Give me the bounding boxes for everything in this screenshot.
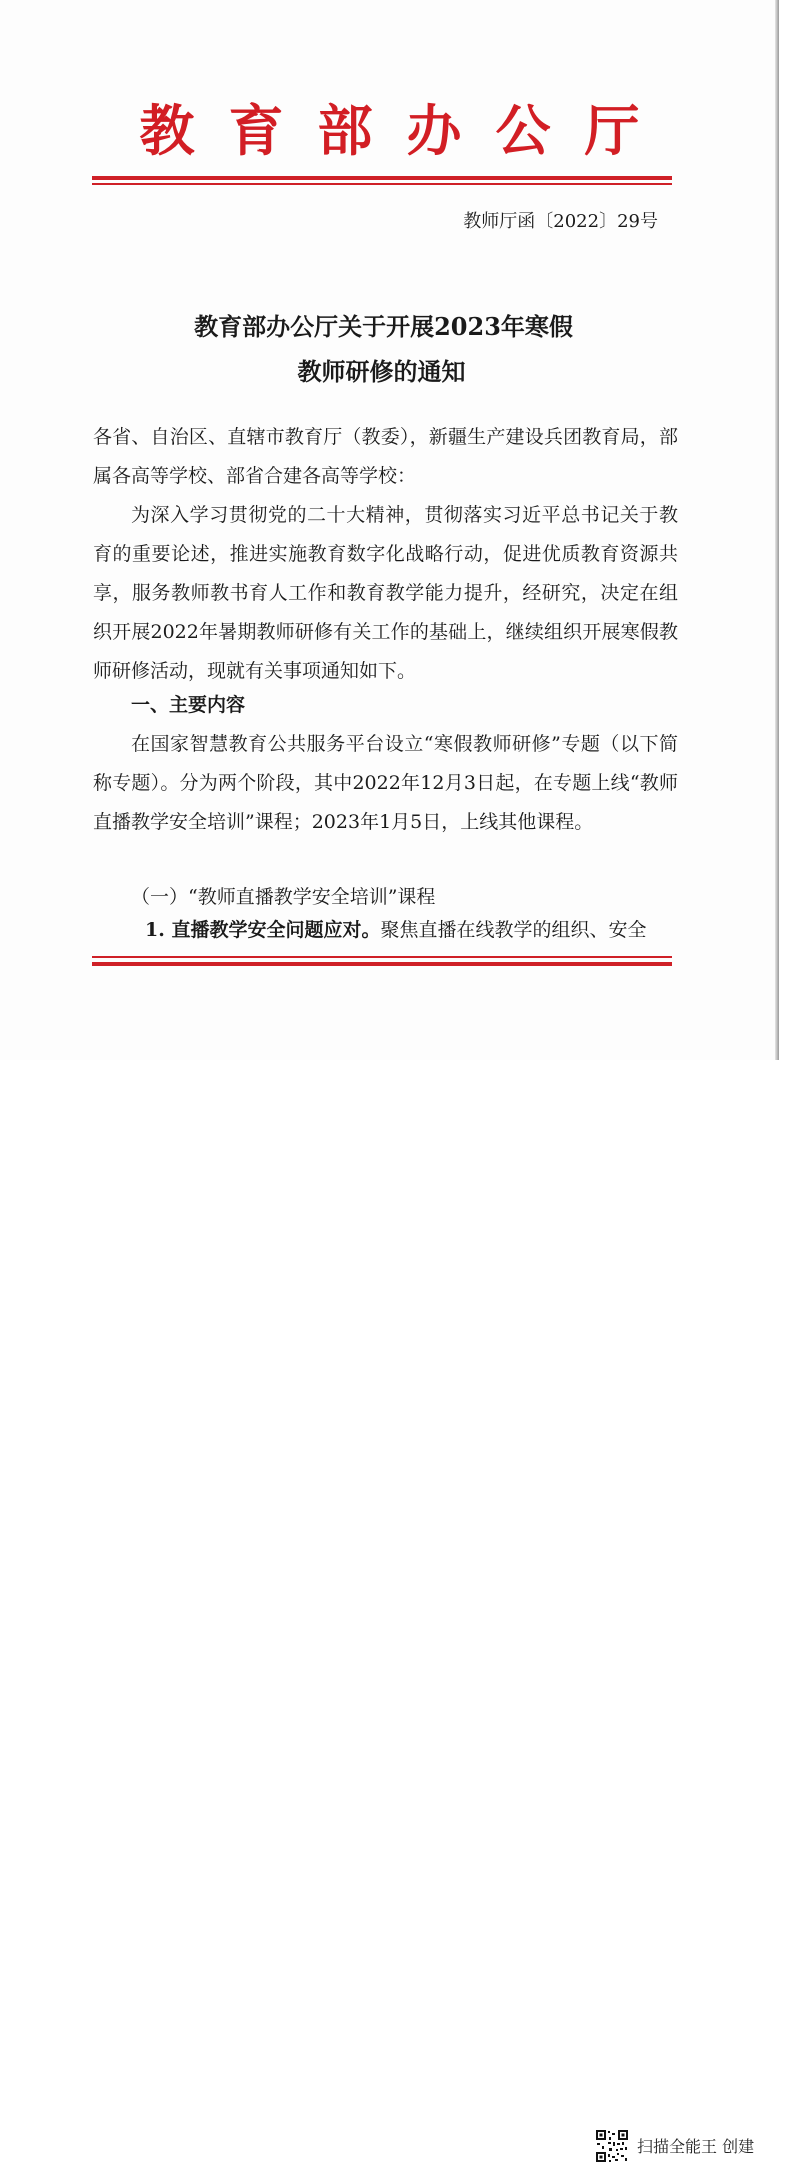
document-page bbox=[0, 0, 779, 1060]
notice-title-line1: 教育部办公厅关于开展2023年寒假 bbox=[194, 312, 573, 341]
list-item-lead: 1. 直播教学安全问题应对。 bbox=[145, 919, 381, 941]
letterhead-title: 教育部办公厅 bbox=[139, 98, 674, 163]
notice-title-line2: 教师研修的通知 bbox=[297, 357, 466, 386]
intro-paragraph: 为深入学习贯彻党的二十大精神，贯彻落实习近平总书记关于教育的重要论述，推进实施教育数字化战略行动，促进优质教育资源共享，服务教师教书育人工作和教育教学能力提升，经研究，决定在组织开展2022年暑期教师研修有关工作的基础上，继续组织开展寒假教师研修活动，现就有关事项通知如下。 bbox=[93, 504, 678, 682]
subsection-heading-livestream-course: （一）“教师直播教学安全培训”课程 bbox=[131, 886, 436, 908]
scanner-footer bbox=[0, 1060, 793, 2156]
qr-code-icon bbox=[595, 2129, 629, 2163]
list-item-livestream-safety bbox=[145, 915, 646, 945]
footer-rule-thick bbox=[92, 962, 672, 966]
list-item-text: 聚焦直播在线教学的组织、安全 bbox=[380, 919, 647, 941]
letterhead-rule-thin bbox=[92, 183, 672, 185]
scanner-watermark-label: 扫描全能王 创建 bbox=[637, 2137, 755, 2156]
letterhead-rule-thick bbox=[92, 176, 672, 180]
page-edge-shadow bbox=[775, 0, 779, 1060]
salutation: 各省、自治区、直辖市教育厅（教委），新疆生产建设兵团教育局，部属各高等学校、部省合建各高等学校： bbox=[93, 426, 678, 487]
main-content-paragraph: 在国家智慧教育公共服务平台设立“寒假教师研修”专题（以下简称专题）。分为两个阶段，其中2022年12月3日起，在专题上线“教师直播教学安全培训”课程；2023年1月5日，上线其他课程。 bbox=[93, 733, 678, 833]
footer-rule-thin bbox=[92, 956, 672, 958]
document-number: 教师厅函〔2022〕29号 bbox=[463, 211, 658, 232]
section-heading-main-content: 一、主要内容 bbox=[131, 694, 246, 716]
